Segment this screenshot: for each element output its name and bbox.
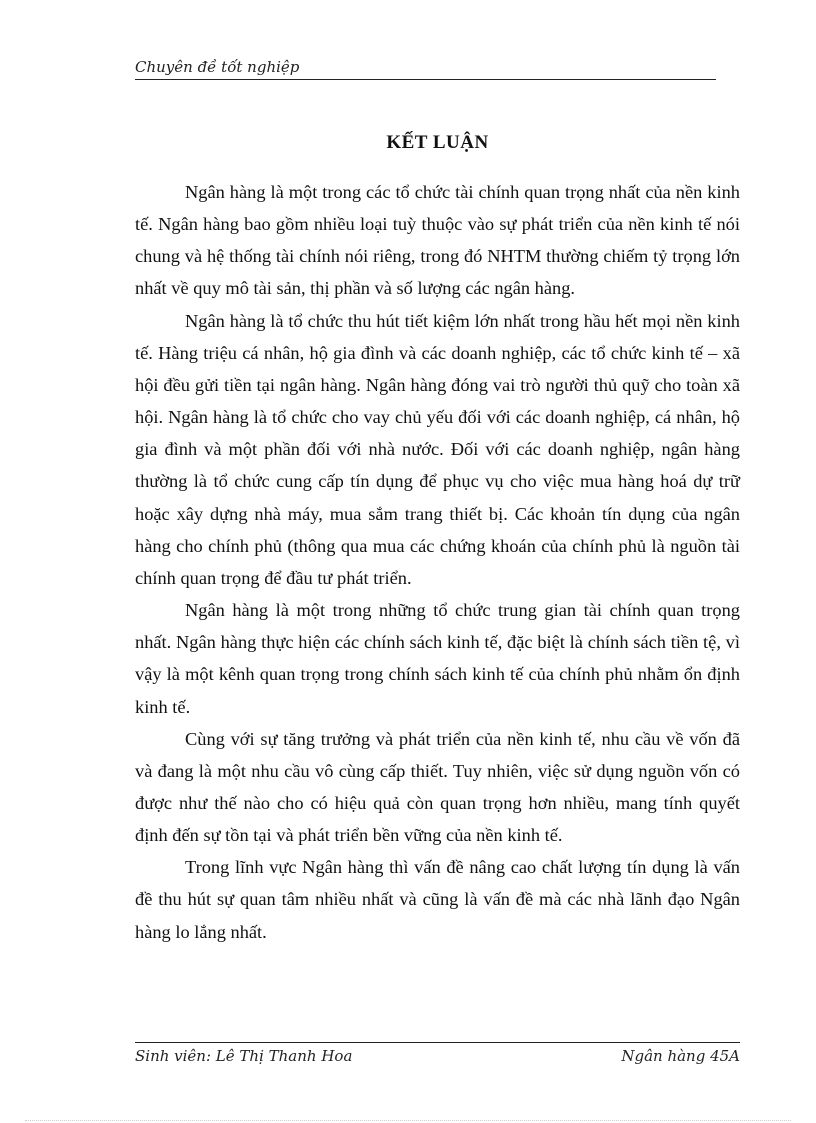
header-title: Chuyên đề tốt nghiệp xyxy=(135,58,300,76)
paragraph: Trong lĩnh vực Ngân hàng thì vấn đề nâng cao chất lượng tín dụng là vấn đề thu hút sự quan tâm nhiều nhất và cũng là vấn đề mà các nhà lãnh đạo Ngân hàng lo lắng nhất. xyxy=(135,857,740,942)
paragraph: Cùng với sự tăng trưởng và phát triển của nền kinh tế, nhu cầu về vốn đã và đang là một nhu cầu vô cùng cấp thiết. Tuy nhiên, việc sử dụng nguồn vốn có được như thế nào cho có hiệu quả còn quan trọng hơn nhiều, mang tính quyết định đến sự tồn tại và phát triển bền vững của nền kinh tế. xyxy=(135,728,740,846)
page-header xyxy=(135,58,716,80)
section-title: KẾT LUẬN xyxy=(386,132,489,153)
paragraph: Ngân hàng là một trong những tổ chức trung gian tài chính quan trọng nhất. Ngân hàng thực hiện các chính sách kinh tế, đặc biệt là chính sách tiền tệ, vì vậy là một kênh quan trọng trong chính sách kinh tế của chính phủ nhằm ổn định kinh tế. xyxy=(135,600,740,717)
page-boundary-divider xyxy=(25,1120,791,1121)
page-footer xyxy=(135,1042,740,1066)
document-body xyxy=(135,176,740,948)
paragraph: Ngân hàng là một trong các tổ chức tài chính quan trọng nhất của nền kinh tế. Ngân hàng bao gồm nhiều loại tuỳ thuộc vào sự phát triển của nền kinh tế nói chung và hệ thống tài chính nói riêng, trong đó NHTM thường chiếm tỷ trọng lớn nhất về quy mô tài sản, thị phần và số lượng các ngân hàng. xyxy=(135,182,740,299)
footer-author: Sinh viên: Lê Thị Thanh Hoa xyxy=(135,1047,353,1065)
footer-class: Ngân hàng 45A xyxy=(621,1047,740,1065)
paragraph: Ngân hàng là tổ chức thu hút tiết kiệm lớn nhất trong hầu hết mọi nền kinh tế. Hàng triệu cá nhân, hộ gia đình và các doanh nghiệp, các tổ chức kinh tế – xã hội đều gửi tiền tại ngân hàng. Ngân hàng đóng vai trò người thủ quỹ cho toàn xã hội. Ngân hàng là tổ chức cho vay chủ yếu đối với các doanh nghiệp, cá nhân, hộ gia đình và một phần đối với nhà nước. Đối với các doanh nghiệp, ngân hàng thường là tổ chức cung cấp tín dụng để phục vụ cho việc mua hàng hoá dự trữ hoặc xây dựng nhà máy, mua sắm trang thiết bị. Các khoản tín dụng của ngân hàng cho chính phủ (thông qua mua các chứng khoán của chính phủ là nguồn tài chính quan trọng để đầu tư phát triển. xyxy=(135,310,740,588)
